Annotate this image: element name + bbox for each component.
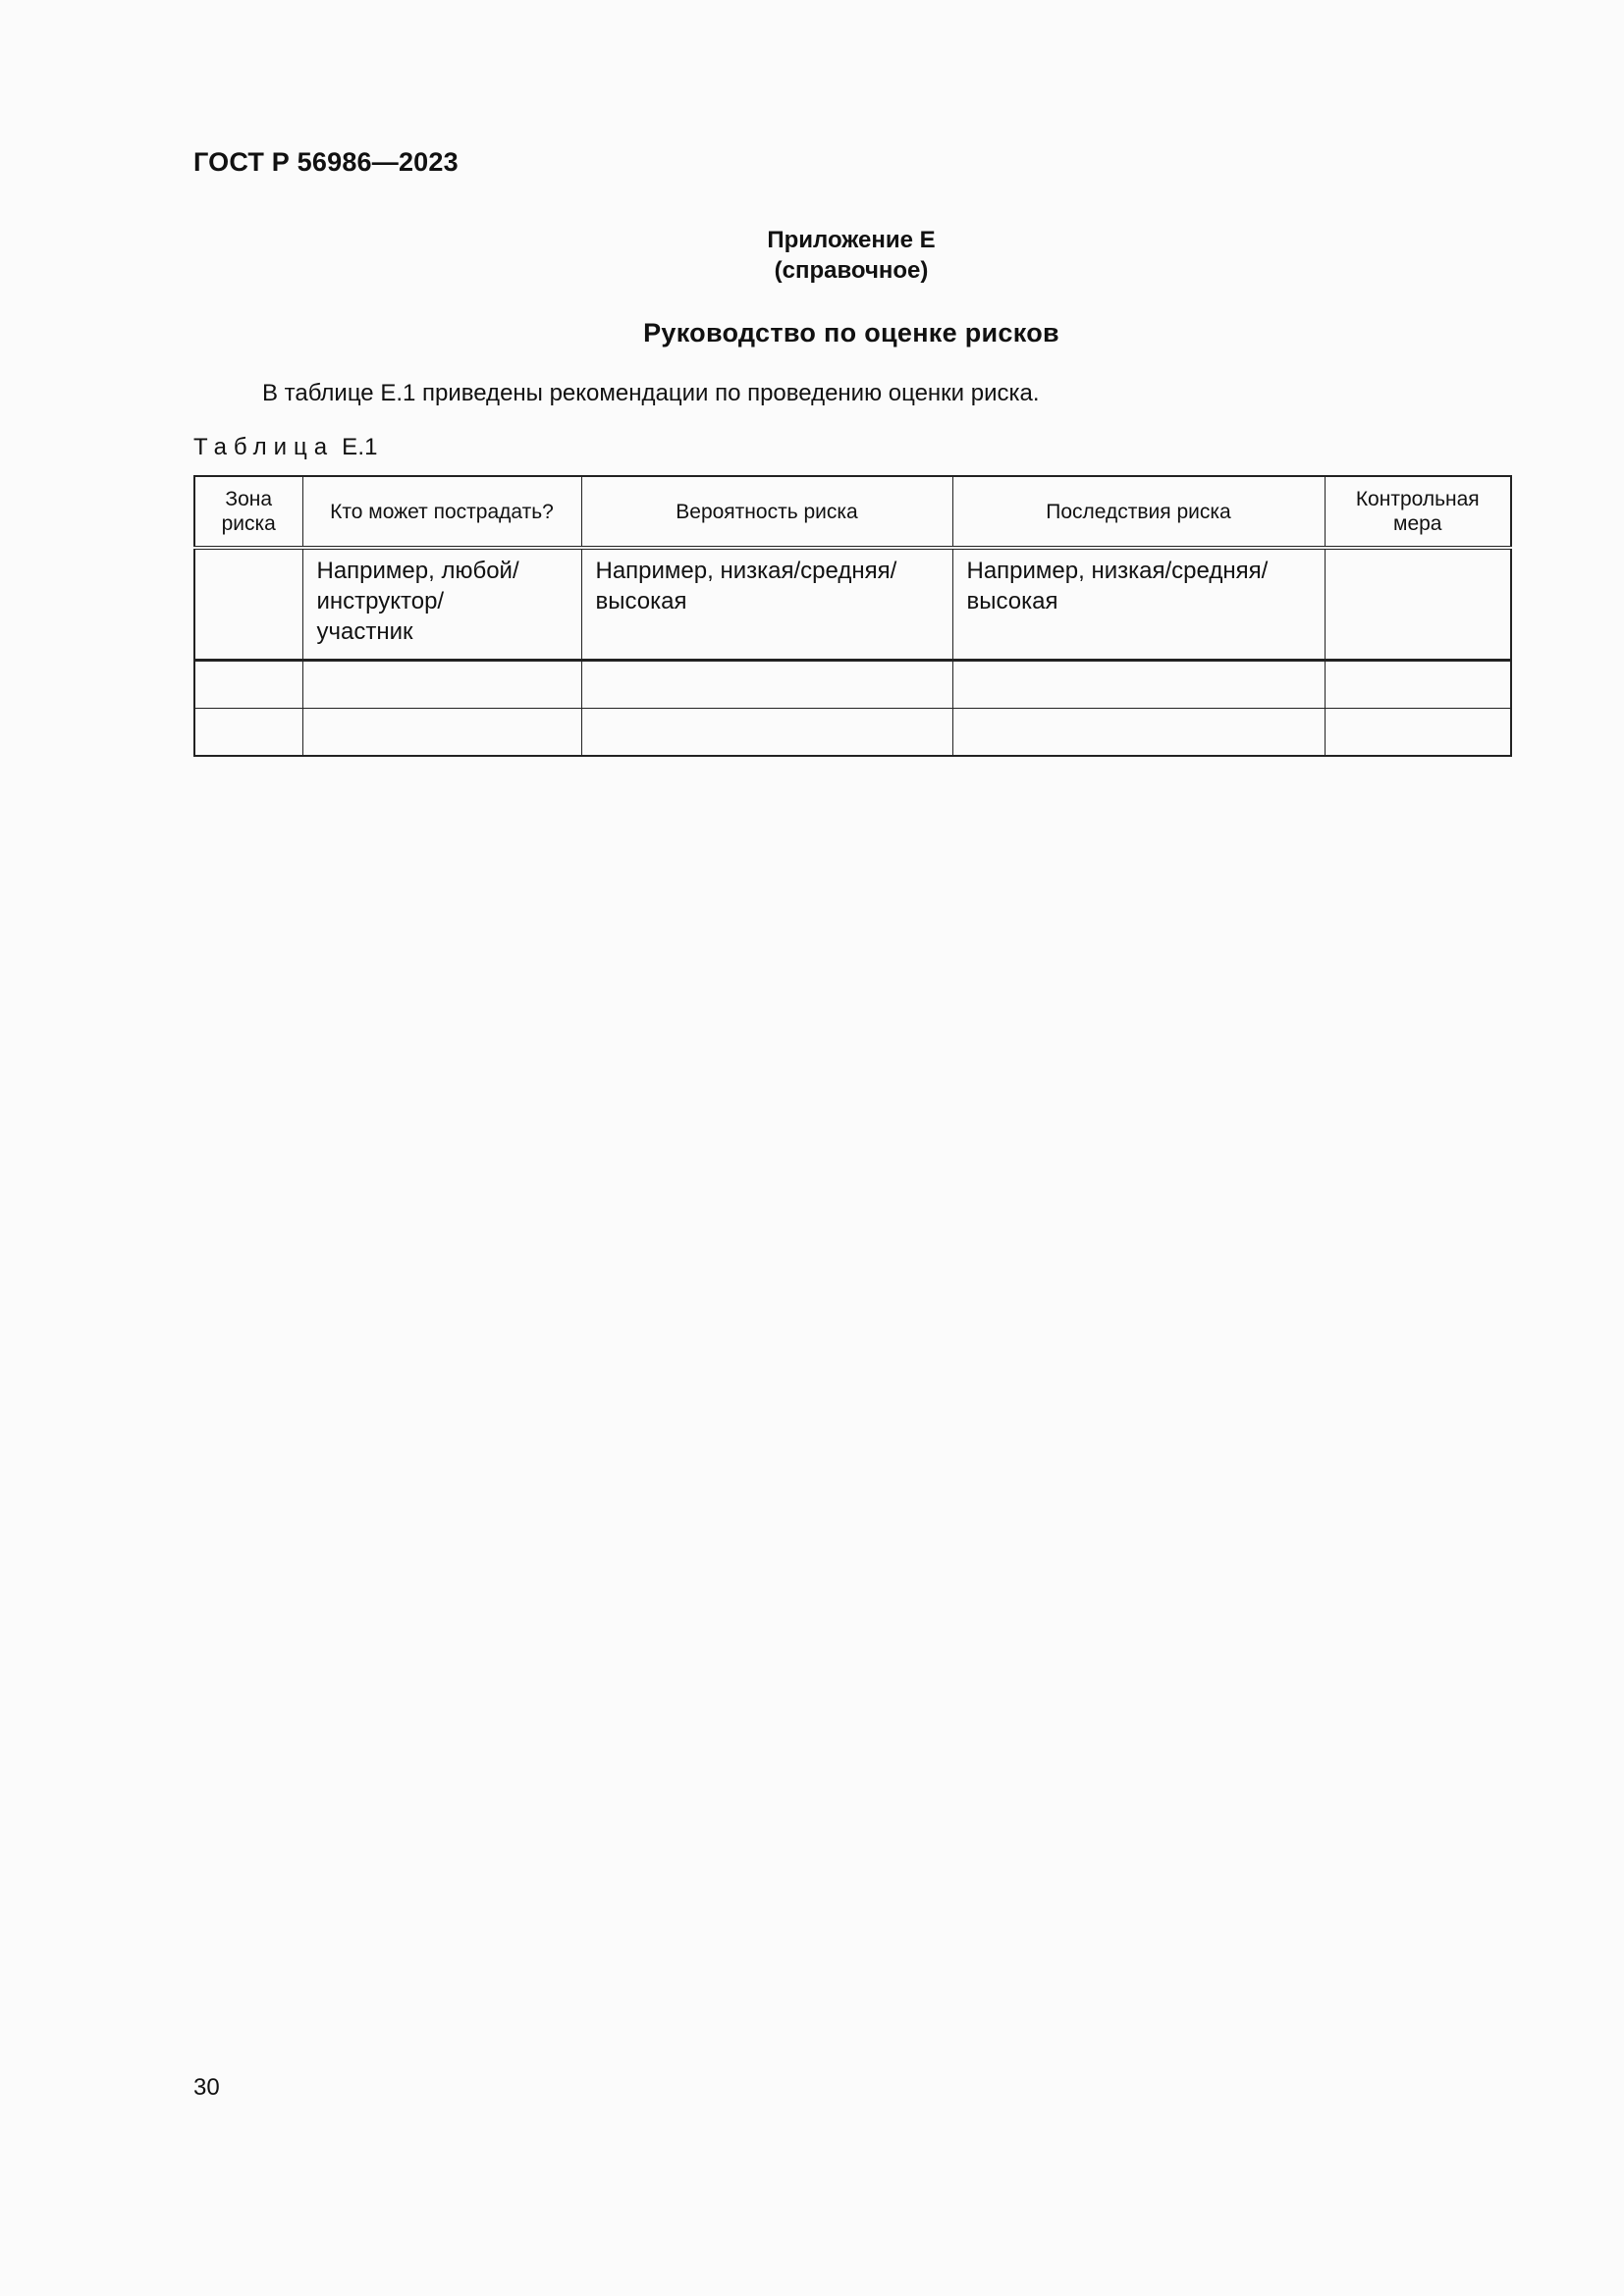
cell-line: высокая [595,588,687,614]
header-risk-consequences [952,476,1325,548]
empty-cell [1325,709,1511,757]
header-line: мера [1393,512,1442,535]
empty-cell [194,709,302,757]
table-header-row [194,476,1511,548]
section-title: Руководство по оценке рисков [643,318,1059,347]
cell-line: высокая [966,588,1058,614]
empty-cell [952,709,1325,757]
cell-line: участник [316,618,413,645]
empty-cell [302,709,581,757]
header-line: Зона [225,488,273,510]
cell-risk-probability [581,548,952,661]
table-caption-word: Таблица [193,434,335,460]
table-row-empty [194,709,1511,757]
cell-line: Например, низкая/средняя/ [966,558,1269,584]
empty-cell [194,661,302,709]
table-row-empty [194,661,1511,709]
table-caption-number: Е.1 [342,434,378,460]
page-number: 30 [193,2074,220,2101]
cell-line: инструктор/ [316,588,445,614]
cell-risk-zone [194,548,302,661]
cell-who-may-be-harmed [302,548,581,661]
cell-risk-consequences [952,548,1325,661]
cell-line: Например, низкая/средняя/ [595,558,897,584]
header-control-measure [1325,476,1511,548]
risk-assessment-table [193,475,1512,757]
appendix-title: Приложение Е [767,227,936,253]
intro-paragraph: В таблице Е.1 приведены рекомендации по проведению оценки риска. [262,380,1040,406]
header-line: Последствия риска [1046,500,1231,523]
header-line: Вероятность риска [676,500,858,523]
header-who-may-be-harmed [302,476,581,548]
empty-cell [302,661,581,709]
document-standard-number: ГОСТ Р 56986—2023 [193,147,459,177]
appendix-heading [0,225,1624,286]
appendix-status: (справочное) [774,257,929,284]
table-row-example [194,548,1511,661]
cell-control-measure [1325,548,1511,661]
header-line: Кто может пострадать? [330,500,554,523]
header-line: риска [221,512,276,535]
header-risk-probability [581,476,952,548]
empty-cell [581,661,952,709]
header-risk-zone [194,476,302,548]
empty-cell [1325,661,1511,709]
empty-cell [952,661,1325,709]
header-line: Контрольная [1355,488,1480,510]
cell-line: Например, любой/ [316,558,519,584]
table-caption [193,434,378,461]
empty-cell [581,709,952,757]
